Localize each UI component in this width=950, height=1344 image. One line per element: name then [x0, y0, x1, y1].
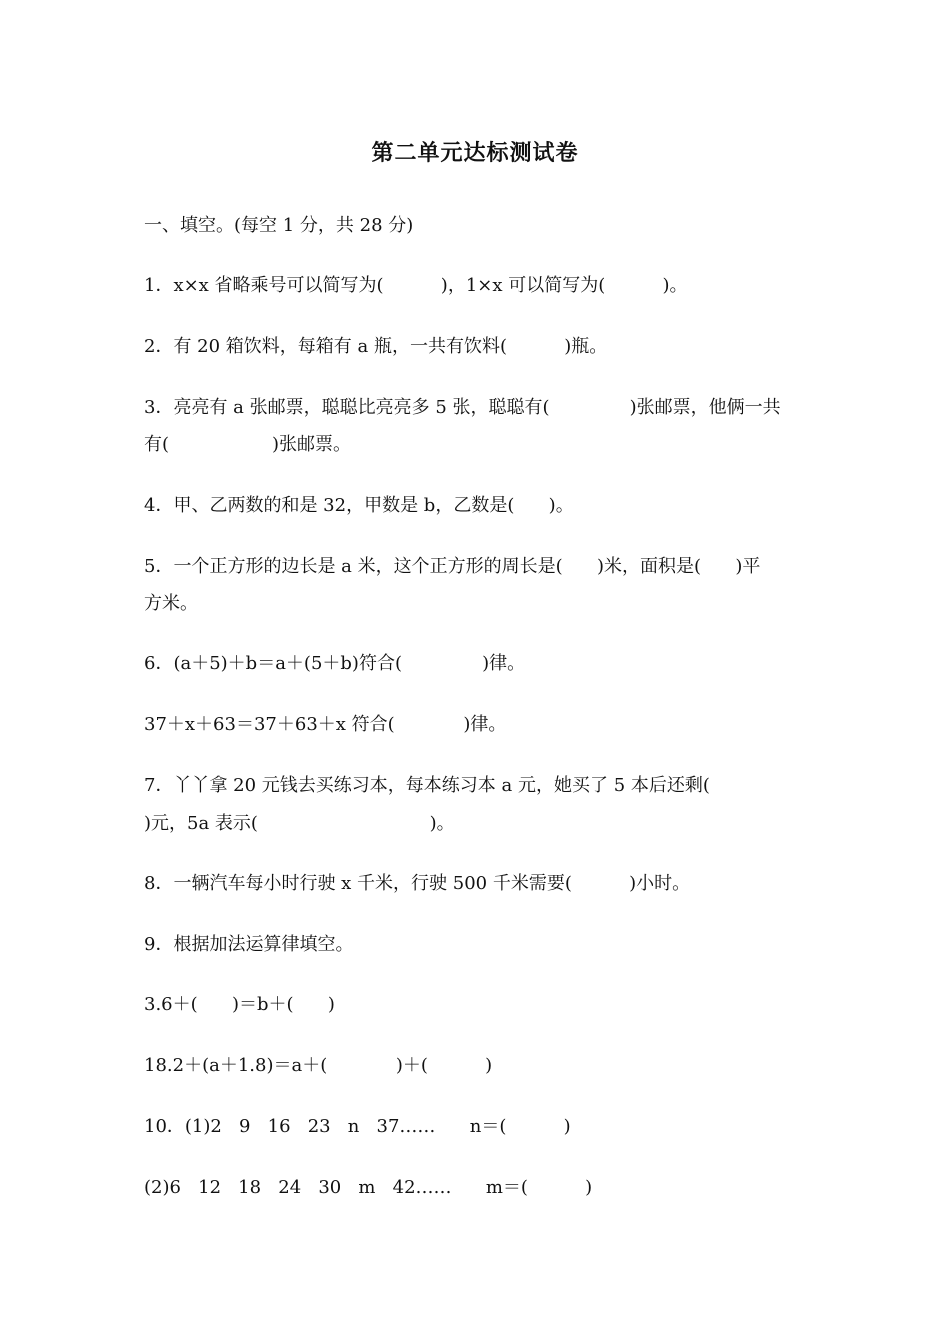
question-9: 9．根据加法运算律填空。: [144, 934, 354, 955]
question-5-line-1: 5．一个正方形的边长是 a 米，这个正方形的周长是( )米，面积是( )平: [144, 556, 761, 577]
question-9-a: 3.6＋( )＝b＋( ): [144, 994, 335, 1015]
question-3-line-1: 3．亮亮有 a 张邮票，聪聪比亮亮多 5 张，聪聪有( )张邮票，他俩一共: [144, 397, 781, 418]
question-5-line-2: 方米。: [144, 593, 198, 614]
page-title: 第二单元达标测试卷: [371, 140, 579, 166]
question-10-part-1: 10．(1)2 9 16 23 n 37…… n＝( ): [144, 1116, 571, 1137]
question-7-line-1: 7．丫丫拿 20 元钱去买练习本，每本练习本 a 元，她买了 5 本后还剩(: [144, 775, 710, 796]
question-7-line-2: )元，5a 表示( )。: [144, 813, 455, 834]
question-8: 8．一辆汽车每小时行驶 x 千米，行驶 500 千米需要( )小时。: [144, 873, 691, 894]
question-3-line-2: 有( )张邮票。: [144, 434, 352, 455]
question-9-b: 18.2＋(a＋1.8)＝a＋( )＋( ): [144, 1055, 493, 1076]
question-6-line-2: 37＋x＋63＝37＋63＋x 符合( )律。: [144, 714, 507, 735]
question-2: 2．有 20 箱饮料，每箱有 a 瓶，一共有饮料( )瓶。: [144, 336, 608, 357]
question-6-line-1: 6．(a＋5)＋b＝a＋(5＋b)符合( )律。: [144, 653, 526, 674]
question-1: 1．x×x 省略乘号可以简写为( )，1×x 可以简写为( )。: [144, 275, 688, 296]
section-heading: 一、填空。(每空 1 分，共 28 分): [144, 215, 414, 236]
question-10-part-2: (2)6 12 18 24 30 m 42…… m＝( ): [144, 1177, 593, 1198]
question-4: 4．甲、乙两数的和是 32，甲数是 b，乙数是( )。: [144, 495, 574, 516]
